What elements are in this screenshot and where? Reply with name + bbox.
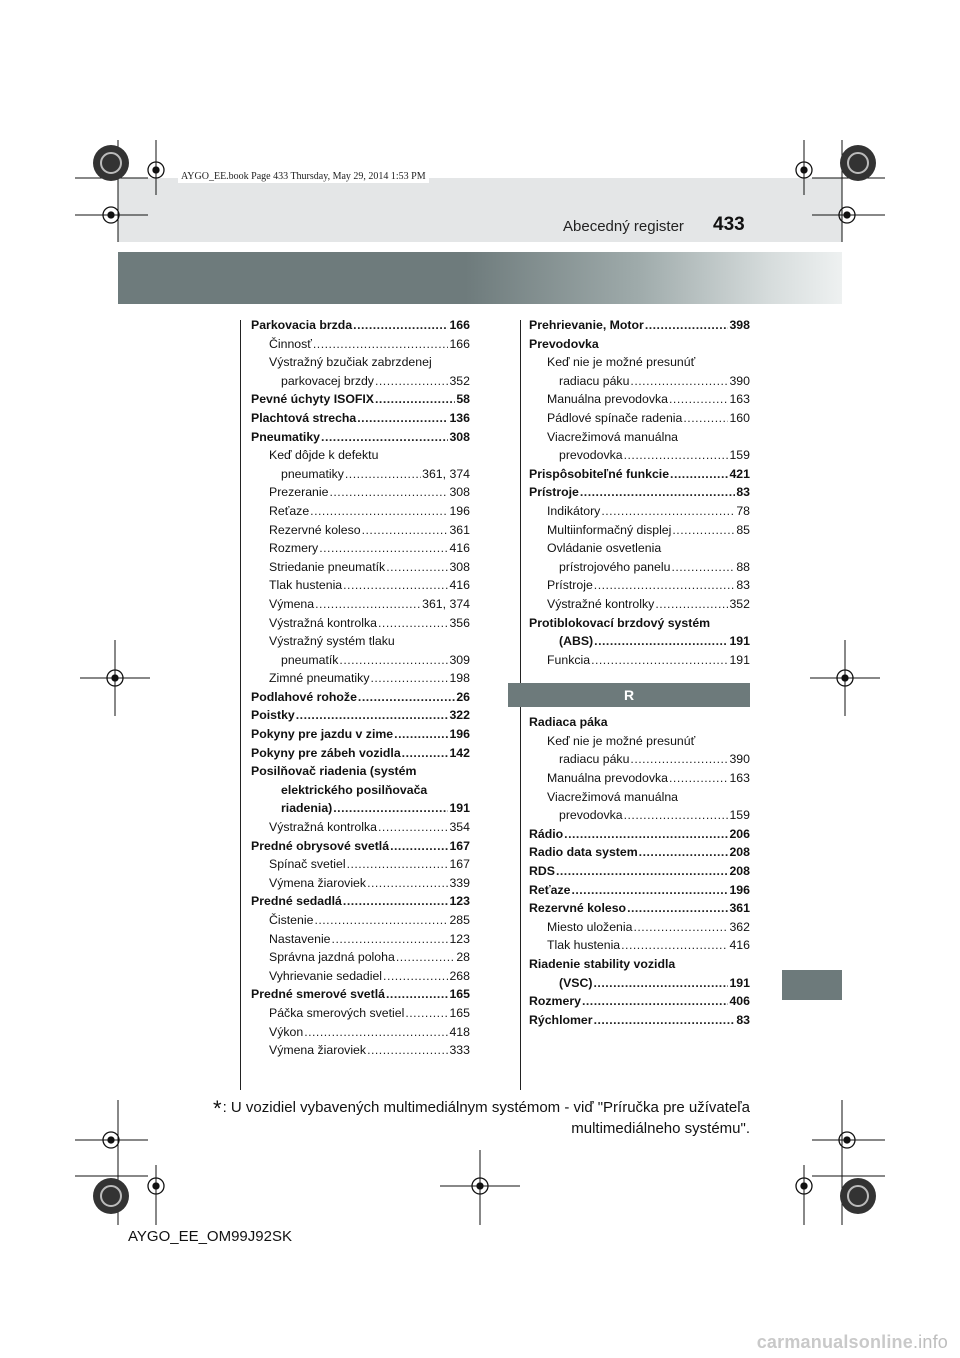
index-entry xyxy=(529,752,750,771)
index-entry-text: Správna jazdná poloha xyxy=(269,950,395,965)
index-entry xyxy=(529,845,750,864)
index-entry-page: 166 xyxy=(449,336,470,351)
index-entry-text: Keď nie je možné presunúť xyxy=(547,733,696,748)
index-entry xyxy=(251,801,470,820)
index-entry-text: Prístroje xyxy=(547,578,593,593)
dot-leader xyxy=(332,932,449,946)
index-entry-text: Rezervné koleso xyxy=(269,522,361,537)
dot-leader xyxy=(390,839,448,853)
index-entry-page: 159 xyxy=(729,808,750,823)
index-entry xyxy=(529,976,750,995)
index-entry-page: 196 xyxy=(449,727,470,742)
index-entry-text: Výmena žiaroviek xyxy=(269,1043,367,1058)
index-entry-page: 88 xyxy=(736,559,750,574)
dot-leader xyxy=(405,1006,448,1020)
index-entry xyxy=(251,820,470,839)
index-column-right xyxy=(529,318,750,1031)
dot-leader xyxy=(655,597,728,611)
index-entry-page: 309 xyxy=(449,652,470,667)
dot-leader xyxy=(386,560,448,574)
index-entry-text: Výstražná kontrolka xyxy=(269,820,377,835)
index-entry xyxy=(529,467,750,486)
dot-leader xyxy=(358,690,455,704)
index-entry-text: Prehrievanie, Motor xyxy=(529,318,644,332)
index-entry-page: 208 xyxy=(729,864,750,879)
index-entry-text: (VSC) xyxy=(559,975,593,990)
dot-leader xyxy=(357,411,448,425)
star-target-icon xyxy=(840,145,876,181)
index-entry-page: 191 xyxy=(729,634,750,649)
index-entry xyxy=(529,1013,750,1032)
index-entry-page: 208 xyxy=(729,845,750,860)
index-entry-text: Podlahové rohože xyxy=(251,689,357,704)
index-entry-page: 191 xyxy=(449,801,470,816)
dot-leader xyxy=(313,337,449,351)
index-entry-text: Prevodovka xyxy=(529,336,599,351)
dot-leader xyxy=(556,864,729,878)
index-entry xyxy=(529,715,750,734)
index-entry-text: (ABS) xyxy=(559,634,594,649)
index-entry xyxy=(251,969,470,988)
dot-leader xyxy=(627,901,728,915)
index-entry-text: Poistky xyxy=(251,708,295,723)
dot-leader xyxy=(353,318,448,332)
index-entry-page: 322 xyxy=(449,708,470,723)
index-entry xyxy=(251,467,470,486)
index-entry-text: Parkovacia brzda xyxy=(251,318,353,332)
footnote-line-2: multimediálneho systému". xyxy=(571,1120,750,1137)
index-entry-text: Výstražný bzučiak zabrzdenej xyxy=(269,355,432,370)
index-entry-page: 85 xyxy=(736,522,750,537)
index-entry-page: 206 xyxy=(729,826,750,841)
watermark-tld: .info xyxy=(912,1332,948,1352)
index-column-left xyxy=(251,318,470,1062)
index-entry xyxy=(251,411,470,430)
dot-leader xyxy=(593,976,728,990)
dot-leader xyxy=(383,969,448,983)
index-entry-text: parkovacej brzdy xyxy=(281,373,374,388)
index-entry-page: 362 xyxy=(729,919,750,934)
index-entry-page: 160 xyxy=(729,410,750,425)
index-entry xyxy=(251,857,470,876)
book-print-label: AYGO_EE.book Page 433 Thursday, May 29, 2014 1:53 PM xyxy=(178,170,429,183)
index-entry-text: Reťaze xyxy=(269,503,310,518)
index-entry-page: 361 xyxy=(449,522,470,537)
index-entry xyxy=(251,504,470,523)
index-entry-page: 406 xyxy=(729,994,750,1009)
section-letter-bar: R xyxy=(508,683,750,707)
dot-leader xyxy=(564,827,728,841)
dot-leader xyxy=(645,318,729,332)
index-entry-page: 308 xyxy=(449,485,470,500)
index-entry-page: 163 xyxy=(729,771,750,786)
index-entry-text: Pevné úchyty ISOFIX xyxy=(251,392,375,407)
dot-leader xyxy=(601,504,735,518)
index-entry-page: 361, 374 xyxy=(422,596,470,611)
dot-leader xyxy=(375,392,455,406)
index-entry-page: 416 xyxy=(449,541,470,556)
index-entry xyxy=(251,616,470,635)
index-entry-text: Predné obrysové svetlá xyxy=(251,838,390,853)
header-title: Abecedný register xyxy=(563,218,684,235)
index-entry-page: 83 xyxy=(736,485,750,500)
index-entry xyxy=(251,876,470,895)
index-entry xyxy=(529,920,750,939)
dot-leader xyxy=(630,374,728,388)
index-entry-text: Výstražná kontrolka xyxy=(269,615,377,630)
dot-leader xyxy=(315,597,421,611)
index-entry-page: 191 xyxy=(729,652,750,667)
dot-leader xyxy=(630,752,728,766)
index-entry-page: 354 xyxy=(449,820,470,835)
dot-leader xyxy=(343,894,449,908)
index-entry xyxy=(529,337,750,356)
index-entry-text: Predné sedadlá xyxy=(251,894,342,909)
index-entry-page: 123 xyxy=(449,894,470,909)
index-entry-text: Manuálna prevodovka xyxy=(547,771,668,786)
index-entry xyxy=(251,578,470,597)
index-entry xyxy=(529,994,750,1013)
dot-leader xyxy=(347,857,449,871)
index-entry-text: Ovládanie osvetlenia xyxy=(547,541,662,556)
index-entry-text: Miesto uloženia xyxy=(547,919,633,934)
index-entry xyxy=(251,894,470,913)
index-entry-text: Činnosť xyxy=(269,336,312,351)
footnote xyxy=(213,1098,750,1139)
index-entry xyxy=(251,764,470,783)
dot-leader xyxy=(394,727,448,741)
index-entry-page: 361, 374 xyxy=(422,466,470,481)
index-entry xyxy=(251,1043,470,1062)
index-entry-text: prevodovka xyxy=(559,448,623,463)
index-entry xyxy=(529,578,750,597)
dot-leader xyxy=(304,1025,448,1039)
index-entry xyxy=(251,1006,470,1025)
index-entry-page: 58 xyxy=(456,392,470,407)
index-entry-text: Čistenie xyxy=(269,913,314,927)
index-entry xyxy=(251,987,470,1006)
index-entry-text: Plachtová strecha xyxy=(251,410,357,425)
index-entry xyxy=(529,957,750,976)
dot-leader xyxy=(333,801,448,815)
dot-leader xyxy=(319,541,448,555)
index-entry-page: 78 xyxy=(736,503,750,518)
index-entry-page: 83 xyxy=(736,578,750,593)
index-entry-page: 163 xyxy=(729,392,750,407)
index-entry xyxy=(529,616,750,635)
index-entry-page: 418 xyxy=(449,1024,470,1039)
index-entry-text: radiacu páku xyxy=(559,752,630,767)
watermark xyxy=(757,1332,948,1353)
star-target-icon xyxy=(840,1178,876,1214)
index-entry-text: pneumatiky xyxy=(281,466,344,481)
index-entry xyxy=(529,883,750,902)
index-entry xyxy=(251,541,470,560)
index-entry xyxy=(251,485,470,504)
dot-leader xyxy=(591,653,728,667)
index-entry-page: 285 xyxy=(449,913,470,927)
index-entry-text: Tlak hustenia xyxy=(547,938,621,953)
index-entry xyxy=(529,938,750,957)
footnote-star: * xyxy=(213,1096,222,1121)
index-entry-text: Vyhrievanie sedadiel xyxy=(269,968,383,983)
index-entry-text: Výstražné kontrolky xyxy=(547,596,655,611)
index-entry-text: Indikátory xyxy=(547,503,601,518)
star-target-icon xyxy=(93,145,129,181)
index-entry xyxy=(529,827,750,846)
index-entry-text: Výmena žiaroviek xyxy=(269,875,367,890)
index-entry xyxy=(251,523,470,542)
dot-leader xyxy=(329,485,448,499)
index-entry-text: Riadenie stability vozidla xyxy=(529,957,676,971)
index-entry-page: 308 xyxy=(449,559,470,574)
index-entry-text: Striedanie pneumatík xyxy=(269,559,386,574)
dot-leader xyxy=(683,411,728,425)
index-entry xyxy=(529,411,750,430)
dot-leader xyxy=(367,1043,448,1057)
index-entry-page: 196 xyxy=(729,882,750,897)
index-entry xyxy=(529,392,750,411)
index-entry-page: 390 xyxy=(729,373,750,388)
index-entry-text: riadenia) xyxy=(281,801,333,816)
index-entry-page: 167 xyxy=(449,857,470,872)
star-target-icon xyxy=(93,1178,129,1214)
index-entry xyxy=(529,355,750,374)
index-entry-text: Viacrežimová manuálna xyxy=(547,429,679,444)
index-entry xyxy=(529,901,750,920)
index-entry xyxy=(251,337,470,356)
dot-leader xyxy=(396,950,456,964)
index-entry-page: 268 xyxy=(449,968,470,983)
dot-leader xyxy=(296,708,449,722)
index-entry xyxy=(251,355,470,374)
index-entry-text: Pádlové spínače radenia xyxy=(547,410,683,425)
dot-leader xyxy=(378,820,448,834)
dot-leader xyxy=(378,616,448,630)
dot-leader xyxy=(314,913,448,927)
index-entry xyxy=(251,318,470,337)
dot-leader xyxy=(671,560,735,574)
index-entry xyxy=(251,1025,470,1044)
index-entry-text: Nastavenie xyxy=(269,931,331,946)
index-entry xyxy=(529,523,750,542)
index-entry-text: Rýchlomer xyxy=(529,1012,593,1027)
index-entry xyxy=(529,808,750,827)
index-entry-text: elektrického posilňovača xyxy=(281,782,428,797)
index-entry-page: 167 xyxy=(449,838,470,853)
dot-leader xyxy=(672,523,735,537)
index-entry xyxy=(529,864,750,883)
index-entry-page: 198 xyxy=(449,671,470,686)
index-entry-text: Pneumatiky xyxy=(251,429,321,444)
index-entry-text: Radio data system xyxy=(529,845,638,860)
index-entry-page: 339 xyxy=(449,875,470,890)
index-entry-text: Reťaze xyxy=(529,882,571,897)
dot-leader xyxy=(633,920,728,934)
index-entry xyxy=(529,318,750,337)
index-entry xyxy=(251,727,470,746)
index-entry-text: Páčka smerových svetiel xyxy=(269,1005,405,1020)
index-entry-text: Multiinformačný displej xyxy=(547,522,672,537)
index-entry xyxy=(251,634,470,653)
index-entry-text: radiacu páku xyxy=(559,373,630,388)
index-entry-page: 142 xyxy=(449,745,470,760)
index-entry-text: Prístroje xyxy=(529,485,579,500)
dot-leader xyxy=(670,467,728,481)
index-group-r xyxy=(529,715,750,1031)
index-entry xyxy=(251,708,470,727)
index-entry-text: Rozmery xyxy=(529,994,581,1009)
index-entry xyxy=(529,634,750,653)
index-entry-text: Pokyny pre jazdu v zime xyxy=(251,727,394,742)
index-entry-text: Prispôsobiteľné funkcie xyxy=(529,466,670,481)
dot-leader xyxy=(582,994,729,1008)
column-separator xyxy=(240,320,241,1090)
index-entry-text: Viacrežimová manuálna xyxy=(547,789,679,804)
index-entry-page: 308 xyxy=(449,429,470,444)
index-entry xyxy=(251,430,470,449)
watermark-brand: carmanualsonline xyxy=(756,1332,913,1352)
index-entry-text: Radiaca páka xyxy=(529,715,608,730)
index-entry xyxy=(529,448,750,467)
index-group-p xyxy=(529,318,750,671)
index-entry-text: pneumatík xyxy=(281,652,339,667)
index-entry-text: Spínač svetiel xyxy=(269,857,346,872)
index-entry-page: 361 xyxy=(729,901,750,916)
index-entry xyxy=(251,671,470,690)
index-entry-page: 416 xyxy=(729,938,750,953)
index-entry xyxy=(251,374,470,393)
dot-leader xyxy=(362,523,449,537)
index-entry-page: 83 xyxy=(736,1012,750,1027)
index-entry-text: Keď nie je možné presunúť xyxy=(547,355,696,370)
index-entry-text: Posilňovač riadenia (systém xyxy=(251,764,417,779)
dot-leader xyxy=(594,1013,736,1027)
index-entry-page: 421 xyxy=(729,466,750,481)
dot-leader xyxy=(386,987,448,1001)
index-entry xyxy=(251,950,470,969)
index-entry-page: 123 xyxy=(449,931,470,946)
index-entry xyxy=(529,374,750,393)
index-entry-text: Výmena xyxy=(269,596,315,611)
index-entry-page: 416 xyxy=(449,578,470,593)
index-entry-page: 166 xyxy=(449,318,470,332)
index-entry xyxy=(529,653,750,672)
index-entry xyxy=(529,734,750,753)
dot-leader xyxy=(639,845,729,859)
index-entry-text: Výstražný systém tlaku xyxy=(269,634,395,649)
dot-leader xyxy=(367,876,448,890)
dot-leader xyxy=(669,771,728,785)
index-entry-text: Rádio xyxy=(529,826,564,841)
index-entry-text: Funkcia xyxy=(547,652,591,667)
index-entry-text: prevodovka xyxy=(559,808,623,823)
index-entry xyxy=(251,448,470,467)
footer-code: AYGO_EE_OM99J92SK xyxy=(128,1228,292,1245)
index-entry xyxy=(251,690,470,709)
index-entry xyxy=(251,746,470,765)
index-entry xyxy=(251,932,470,951)
dot-leader xyxy=(571,883,728,897)
index-entry-text: Keď dôjde k defektu xyxy=(269,448,379,463)
dot-leader xyxy=(339,653,448,667)
dot-leader xyxy=(310,504,448,518)
index-entry-page: 136 xyxy=(449,410,470,425)
index-entry xyxy=(529,504,750,523)
index-entry-text: Protiblokovací brzdový systém xyxy=(529,615,711,630)
index-entry xyxy=(529,771,750,790)
footnote-line-1: : U vozidiel vybavených multimediálnym systémom - viď "Príručka pre užívateľa xyxy=(222,1099,750,1116)
index-entry xyxy=(529,560,750,579)
dot-leader xyxy=(594,634,728,648)
index-entry-text: Manuálna prevodovka xyxy=(547,392,668,407)
index-entry-text: Výkon xyxy=(269,1024,304,1039)
index-entry xyxy=(251,597,470,616)
dot-leader xyxy=(669,392,728,406)
index-entry xyxy=(529,541,750,560)
index-entry xyxy=(251,653,470,672)
index-entry-page: 390 xyxy=(729,752,750,767)
index-entry-page: 352 xyxy=(449,373,470,388)
index-entry-text: Predné smerové svetlá xyxy=(251,987,385,1002)
index-entry-page: 26 xyxy=(456,689,470,704)
dot-leader xyxy=(370,671,448,685)
index-entry-page: 159 xyxy=(729,448,750,463)
index-entry-text: Pokyny pre zábeh vozidla xyxy=(251,745,401,760)
index-entry xyxy=(251,560,470,579)
index-entry-page: 28 xyxy=(456,950,470,965)
index-entry xyxy=(251,913,470,932)
index-entry xyxy=(251,783,470,802)
index-entry-page: 191 xyxy=(729,975,750,990)
index-entry-page: 333 xyxy=(449,1043,470,1058)
index-entry xyxy=(251,392,470,411)
dot-leader xyxy=(594,578,736,592)
dot-leader xyxy=(624,448,729,462)
index-entry-text: Zimné pneumatiky xyxy=(269,671,370,686)
dot-leader xyxy=(402,746,449,760)
dot-leader xyxy=(321,430,448,444)
index-entry-page: 165 xyxy=(449,987,470,1002)
index-entry-text: Rezervné koleso xyxy=(529,901,627,916)
dot-leader xyxy=(345,467,421,481)
index-entry-page: 165 xyxy=(449,1005,470,1020)
index-entry-text: Prezeranie xyxy=(269,485,329,500)
index-entry-text: Rozmery xyxy=(269,541,319,556)
index-entry-page: 196 xyxy=(449,503,470,518)
index-entry-page: 356 xyxy=(449,615,470,630)
dot-leader xyxy=(624,808,729,822)
index-entry-text: Tlak hustenia xyxy=(269,578,343,593)
index-entry xyxy=(529,430,750,449)
dot-leader xyxy=(375,374,449,388)
page-number: 433 xyxy=(713,214,745,235)
index-entry-page: 352 xyxy=(729,596,750,611)
index-entry xyxy=(529,790,750,809)
index-entry-page: 398 xyxy=(729,318,750,332)
index-entry xyxy=(529,597,750,616)
index-entry xyxy=(529,485,750,504)
dot-leader xyxy=(621,938,728,952)
index-entry-text: prístrojového panelu xyxy=(559,559,671,574)
index-entry-text: RDS xyxy=(529,864,555,879)
index-entry xyxy=(251,839,470,858)
dot-leader xyxy=(580,485,735,499)
dot-leader xyxy=(343,578,448,592)
